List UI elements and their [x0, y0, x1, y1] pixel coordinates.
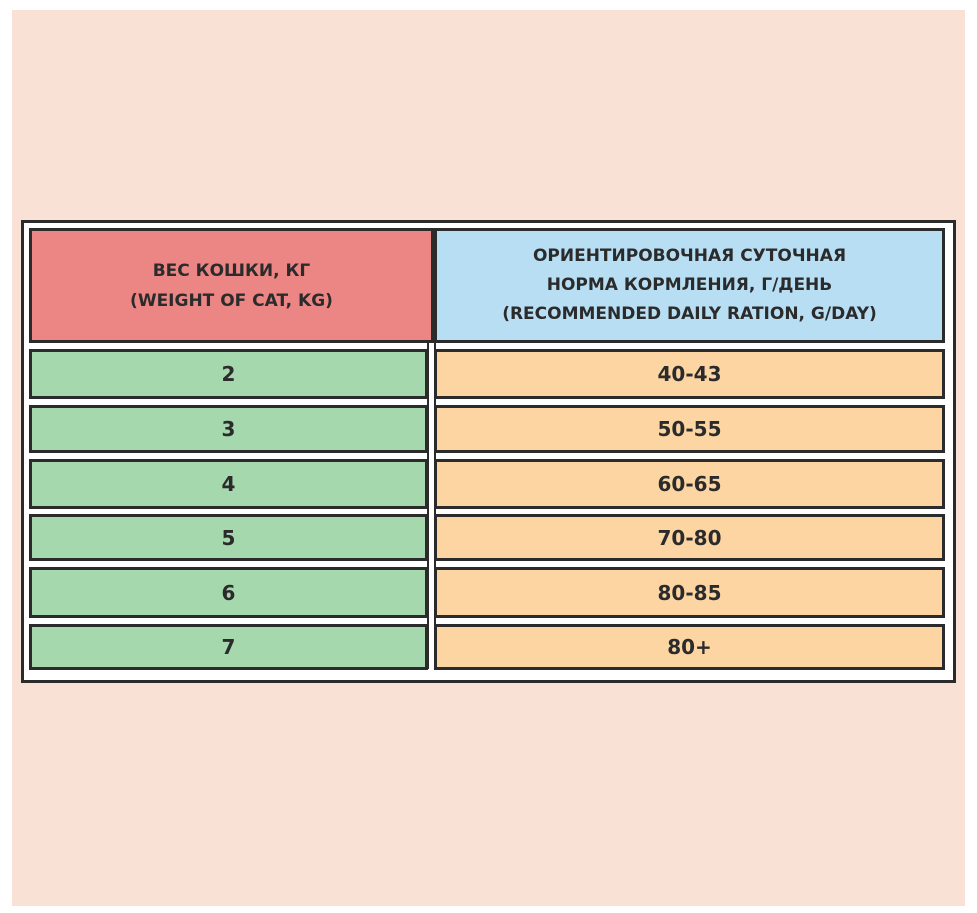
weight-cell: 5: [29, 514, 428, 561]
weight-cell: 7: [29, 624, 428, 670]
ration-cell: 80+: [434, 624, 945, 670]
header-weight: [29, 228, 434, 343]
weight-cell: 2: [29, 349, 428, 399]
ration-cell: 60-65: [434, 459, 945, 509]
weight-cell: 4: [29, 459, 428, 509]
header-ration-line3: (RECOMMENDED DAILY RATION, G/DAY): [502, 304, 877, 324]
ration-cell: 40-43: [434, 349, 945, 399]
feeding-table: [21, 220, 956, 683]
header-weight-line2: (WEIGHT OF CAT, KG): [130, 290, 333, 311]
page-background: [12, 10, 965, 906]
header-ration-line1: ОРИЕНТИРОВОЧНАЯ СУТОЧНАЯ: [532, 246, 847, 266]
header-ration-line2: НОРМА КОРМЛЕНИЯ, Г/ДЕНЬ: [546, 275, 833, 295]
ration-cell: 70-80: [434, 514, 945, 561]
ration-cell: 80-85: [434, 567, 945, 618]
ration-cell: 50-55: [434, 405, 945, 453]
header-weight-line1: ВЕС КОШКИ, КГ: [152, 260, 311, 281]
header-ration: [434, 228, 945, 343]
weight-cell: 3: [29, 405, 428, 453]
weight-cell: 6: [29, 567, 428, 618]
